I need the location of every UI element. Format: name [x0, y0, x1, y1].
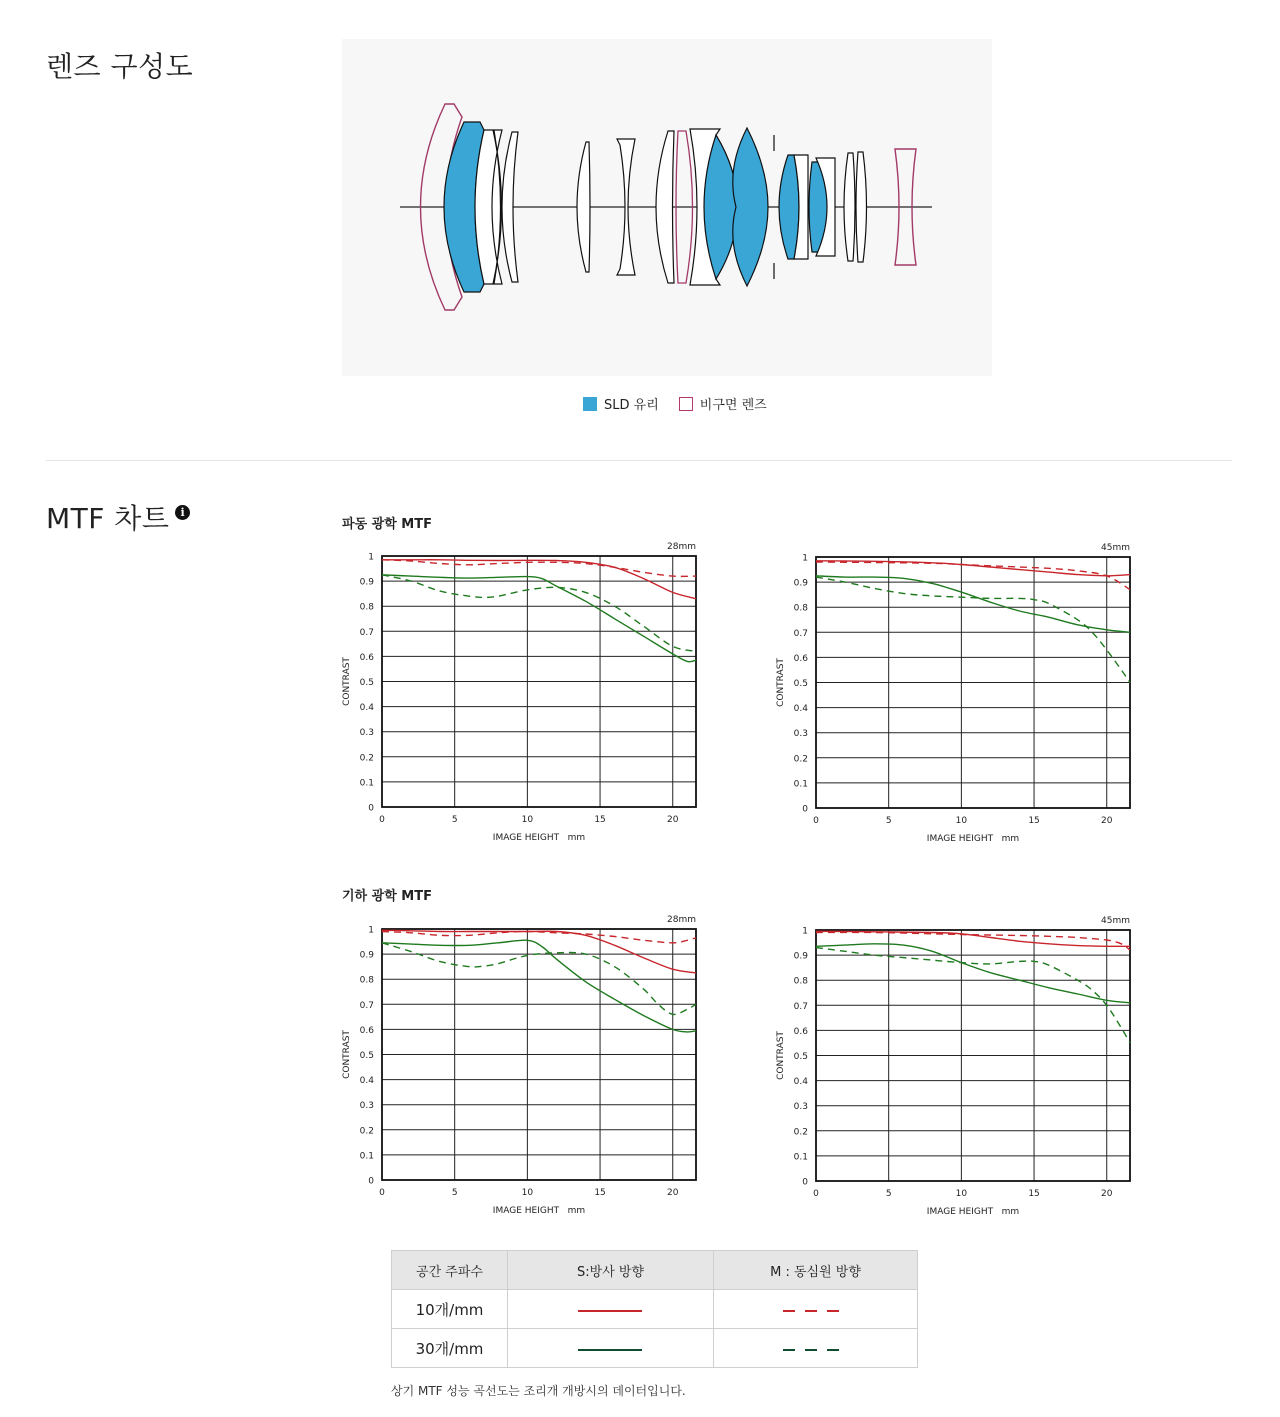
- x-tick-label: 10: [521, 1188, 534, 1198]
- x-tick-label: 20: [1101, 1189, 1113, 1199]
- y-tick-label: 0.2: [793, 754, 808, 765]
- x-tick-label: 15: [594, 1188, 606, 1198]
- lens-element-7: [656, 131, 674, 283]
- mtf-chart-geo-28mm: [336, 909, 706, 1223]
- y-tick-label: 0.5: [359, 678, 374, 688]
- lens-element-5: [577, 142, 590, 272]
- mtf-chart-geo-45mm: [770, 910, 1140, 1224]
- lens-element-sld-3: [733, 128, 768, 286]
- y-tick-label: 0.6: [793, 1026, 808, 1037]
- y-axis-label: CONTRAST: [776, 1031, 786, 1080]
- sld-glass-swatch: [583, 397, 597, 411]
- series-line: [382, 560, 696, 599]
- legend-10-s: [508, 1290, 714, 1329]
- y-tick-label: 0.2: [359, 1126, 374, 1137]
- focal-length-label: 28mm: [667, 542, 696, 552]
- y-tick-label: 0.7: [793, 1001, 808, 1012]
- aspherical-lens-label: 비구면 렌즈: [699, 398, 767, 413]
- series-line: [816, 944, 1130, 1003]
- lens-diagram: [342, 39, 992, 376]
- header-spatial-frequency: 공간 주파수: [392, 1251, 508, 1290]
- header-sagittal: S:방사 방향: [508, 1251, 714, 1290]
- y-tick-label: 0.5: [793, 679, 808, 689]
- y-tick-label: 0.8: [793, 976, 808, 987]
- geometric-optics-mtf-title: 기하 광학 MTF: [342, 889, 432, 904]
- x-tick-label: 5: [451, 815, 458, 825]
- mtf-chart-svg: [770, 910, 1140, 1220]
- y-tick-label: 0.7: [359, 627, 374, 638]
- legend-10-m: [714, 1290, 918, 1329]
- y-tick-label: 0.2: [793, 1127, 808, 1138]
- table-row: [392, 1290, 918, 1329]
- lens-diagram-svg: [342, 39, 992, 376]
- x-axis-label: IMAGE HEIGHT mm: [492, 833, 586, 843]
- y-tick-label: 0.9: [359, 950, 374, 961]
- focal-length-label: 28mm: [667, 915, 696, 925]
- y-tick-label: 0.1: [359, 1151, 374, 1162]
- series-line: [816, 932, 1130, 950]
- x-tick-label: 0: [379, 1188, 385, 1198]
- series-line: [816, 576, 1130, 633]
- y-tick-label: 0.3: [793, 1102, 808, 1113]
- y-tick-label: 0.4: [793, 1077, 808, 1088]
- focal-length-label: 45mm: [1101, 916, 1130, 926]
- x-tick-label: 5: [885, 1189, 892, 1199]
- x-tick-label: 10: [955, 1189, 968, 1199]
- y-tick-label: 0.5: [793, 1052, 808, 1062]
- x-tick-label: 0: [379, 815, 385, 825]
- y-tick-label: 0.3: [359, 728, 374, 739]
- x-tick-label: 0: [813, 816, 819, 826]
- x-tick-label: 10: [521, 815, 534, 825]
- mtf-chart-svg: [336, 536, 706, 846]
- x-tick-label: 0: [813, 1189, 819, 1199]
- y-tick-label: 0.9: [793, 578, 808, 589]
- y-tick-label: 1: [368, 925, 374, 936]
- mtf-chart-svg: [336, 909, 706, 1219]
- x-axis-label: IMAGE HEIGHT mm: [926, 1207, 1020, 1217]
- y-tick-label: 0.6: [793, 653, 808, 664]
- series-line: [382, 932, 696, 943]
- series-line: [382, 930, 696, 973]
- legend-30-s: [508, 1329, 714, 1368]
- x-tick-label: 10: [955, 816, 968, 826]
- row-label-30: 30개/mm: [392, 1329, 508, 1368]
- x-tick-label: 15: [594, 815, 606, 825]
- x-tick-label: 20: [667, 815, 679, 825]
- mtf-title-text: MTF 차트: [46, 502, 170, 535]
- y-tick-label: 0.1: [793, 779, 808, 790]
- series-line: [816, 577, 1130, 682]
- y-tick-label: 0.9: [359, 577, 374, 588]
- lens-element-11: [844, 153, 855, 261]
- aspherical-lens-swatch: [679, 397, 693, 411]
- spatial-frequency-table: [391, 1250, 918, 1368]
- y-tick-label: 0.3: [359, 1101, 374, 1112]
- y-tick-label: 0: [802, 1177, 808, 1188]
- lens-element-12: [856, 152, 867, 262]
- y-tick-label: 0.2: [359, 753, 374, 764]
- x-axis-label: IMAGE HEIGHT mm: [926, 834, 1020, 844]
- series-line: [816, 561, 1130, 576]
- y-tick-label: 0.6: [359, 1025, 374, 1036]
- y-tick-label: 0.1: [793, 1152, 808, 1163]
- y-axis-label: CONTRAST: [776, 658, 786, 707]
- y-tick-label: 0.4: [359, 703, 374, 714]
- x-tick-label: 15: [1028, 816, 1040, 826]
- footnote: 상기 MTF 성능 곡선도는 조리개 개방시의 데이터입니다.: [391, 1384, 686, 1398]
- wave-optics-mtf-title: 파동 광학 MTF: [342, 517, 432, 532]
- focal-length-label: 45mm: [1101, 543, 1130, 553]
- y-tick-label: 0.6: [359, 652, 374, 663]
- y-tick-label: 0.9: [793, 951, 808, 962]
- series-line: [382, 560, 696, 577]
- y-tick-label: 0.7: [793, 628, 808, 639]
- y-tick-label: 0.1: [359, 778, 374, 789]
- section-divider: [46, 460, 1232, 461]
- y-tick-label: 0.4: [359, 1076, 374, 1087]
- mtf-chart-svg: [770, 537, 1140, 847]
- y-axis-label: CONTRAST: [342, 1030, 352, 1079]
- y-tick-label: 0: [368, 803, 374, 814]
- y-tick-label: 0.8: [359, 602, 374, 613]
- x-tick-label: 15: [1028, 1189, 1040, 1199]
- lens-legend: [583, 394, 767, 413]
- y-tick-label: 0.4: [793, 704, 808, 715]
- series-line: [382, 943, 696, 1015]
- mtf-chart-wave-28mm: [336, 536, 706, 850]
- y-tick-label: 0.7: [359, 1000, 374, 1011]
- y-tick-label: 0.8: [359, 975, 374, 986]
- x-tick-label: 5: [885, 816, 892, 826]
- table-row: [392, 1329, 918, 1368]
- y-tick-label: 1: [802, 926, 808, 937]
- y-tick-label: 0.3: [793, 729, 808, 740]
- y-tick-label: 1: [368, 552, 374, 563]
- y-tick-label: 0.8: [793, 603, 808, 614]
- info-icon[interactable]: i: [175, 505, 190, 520]
- y-tick-label: 0.5: [359, 1051, 374, 1061]
- y-tick-label: 0: [802, 804, 808, 815]
- x-tick-label: 20: [667, 1188, 679, 1198]
- lens-section-title: 렌즈 구성도: [46, 50, 194, 83]
- sld-glass-label: SLD 유리: [604, 398, 659, 413]
- y-tick-label: 1: [802, 553, 808, 564]
- x-axis-label: IMAGE HEIGHT mm: [492, 1206, 586, 1216]
- legend-30-m: [714, 1329, 918, 1368]
- header-meridional: M : 동심원 방향: [714, 1251, 918, 1290]
- row-label-10: 10개/mm: [392, 1290, 508, 1329]
- x-tick-label: 20: [1101, 816, 1113, 826]
- x-tick-label: 5: [451, 1188, 458, 1198]
- mtf-section-title: [46, 497, 190, 537]
- mtf-chart-wave-45mm: [770, 537, 1140, 851]
- y-tick-label: 0: [368, 1176, 374, 1187]
- y-axis-label: CONTRAST: [342, 657, 352, 706]
